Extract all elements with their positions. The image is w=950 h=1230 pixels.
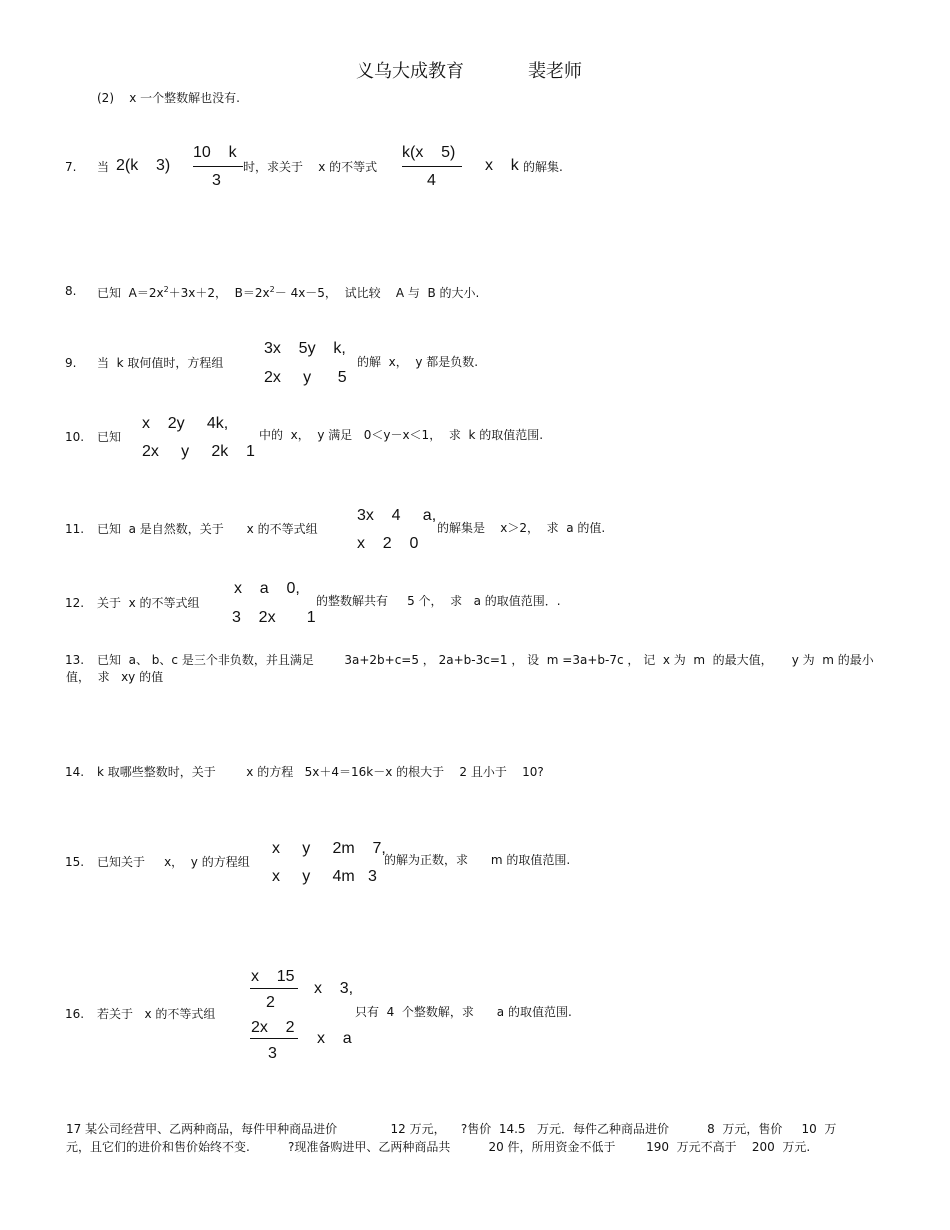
problem-7-fraction-1-bar <box>193 166 243 167</box>
problem-7-text-3: 的解集. <box>523 160 563 174</box>
problem-10-text-2: 中的 x， y 满足 0＜y－x＜1， 求 k 的取值范围. <box>259 428 544 442</box>
problem-16-text-2: 只有 4 个整数解，求 a 的取值范围. <box>355 1005 572 1019</box>
problem-8-text-part-3: － 4x－5， 试比较 A 与 B 的大小. <box>274 286 480 300</box>
problem-13-line-2: 值， 求 xy 的值 <box>66 670 164 684</box>
problem-11-equation-1: 3x 4 a, <box>357 507 437 524</box>
problem-16-fraction-2-denominator: 3 <box>268 1045 277 1062</box>
problem-10-equation-2: 2x y 2k 1 <box>142 443 255 460</box>
problem-16-fraction-1-numerator: x 15 <box>251 968 295 985</box>
problem-7-fraction-2-denominator: 4 <box>427 172 436 189</box>
problem-16-number: 16. <box>65 1007 85 1021</box>
problem-8-number: 8. <box>65 284 77 298</box>
problem-7-fraction-2-numerator: k(x 5) <box>402 144 456 161</box>
problem-8-text-part-2: ＋3x＋2， B＝2x <box>168 286 270 300</box>
problem-7-text-1: 当 <box>97 160 110 174</box>
problem-15-text-1: 已知关于 x， y 的方程组 <box>97 855 250 869</box>
problem-13-number: 13. <box>65 653 85 667</box>
problem-16-inequality-1-rhs: x 3, <box>314 980 354 997</box>
problem-7-text-2: 时，求关于 x 的不等式 <box>243 160 378 174</box>
problem-9-text-1: 当 k 取何值时，方程组 <box>97 356 224 370</box>
problem-7-lhs: 2(k 3) <box>116 157 171 174</box>
problem-15-equation-2: x y 4m 3 <box>272 868 377 885</box>
problem-9-number: 9. <box>65 356 77 370</box>
problem-12-equation-2: 3 2x 1 <box>232 609 316 626</box>
problem-17-line-2: 元，且它们的进价和售价始终不变. ?现准备购进甲、乙两种商品共 20 件，所用资金不低于 190 万元不高于 200 万元. <box>66 1140 811 1154</box>
problem-10-equation-1: x 2y 4k, <box>142 415 229 432</box>
problem-12-equation-1: x a 0, <box>234 580 300 597</box>
problem-15-number: 15. <box>65 855 85 869</box>
problem-8-superscript-1: 2 <box>163 285 169 294</box>
problem-8-text <box>97 283 479 300</box>
problem-14-number: 14. <box>65 765 85 779</box>
problem-10-text-1: 已知 <box>97 430 122 444</box>
problem-17-line-1: 17 某公司经营甲、乙两种商品，每件甲种商品进价 12 万元， ?售价 14.5 万元．每件乙种商品进价 8 万元，售价 10 万 <box>66 1122 837 1136</box>
problem-14-text: k 取哪些整数时，关于 x 的方程 5x＋4＝16k－x 的根大于 2 且小于 10? <box>97 765 544 779</box>
problem-16-fraction-2-bar <box>250 1038 298 1039</box>
problem-7-number: 7. <box>65 160 77 174</box>
problem-12-text-1: 关于 x 的不等式组 <box>97 596 200 610</box>
problem-9-equation-1: 3x 5y k, <box>264 340 346 357</box>
problem-16-fraction-1-denominator: 2 <box>266 994 275 1011</box>
problem-11-number: 11. <box>65 522 85 536</box>
problem-11-text-2: 的解集是 x＞2， 求 a 的值. <box>437 521 606 535</box>
problem-9-equation-2: 2x y 5 <box>264 369 347 386</box>
problem-13-line-1: 已知 a、 b、c 是三个非负数，并且满足 3a+2b+c=5 ， 2a+b-3c=1 ， 设 m =3a+b-7c ， 记 x 为 m 的最大值， y 为 m 的最小 <box>97 653 874 667</box>
problem-6-part-2: (2) x 一个整数解也没有. <box>97 91 240 105</box>
problem-7-fraction-1-numerator: 10 k <box>193 144 237 161</box>
problem-16-fraction-1-bar <box>250 988 298 989</box>
problem-8-text-part-1: 已知 A＝2x <box>97 286 164 300</box>
problem-15-text-2: 的解为正数，求 m 的取值范围. <box>384 853 571 867</box>
problem-7-fraction-1-denominator: 3 <box>212 172 221 189</box>
problem-16-text-1: 若关于 x 的不等式组 <box>97 1007 216 1021</box>
header-school: 义乌大成教育 <box>356 61 464 82</box>
problem-16-inequality-2-rhs: x a <box>317 1030 352 1047</box>
problem-12-number: 12. <box>65 596 85 610</box>
problem-7-rhs: x k <box>485 157 519 174</box>
header-teacher: 裴老师 <box>528 61 582 82</box>
problem-16-fraction-2-numerator: 2x 2 <box>251 1019 295 1036</box>
problem-9-text-2: 的解 x， y 都是负数. <box>357 355 479 369</box>
problem-11-text-1: 已知 a 是自然数，关于 x 的不等式组 <box>97 522 318 536</box>
problem-8-superscript-2: 2 <box>269 285 275 294</box>
problem-10-number: 10. <box>65 430 85 444</box>
problem-12-text-2: 的整数解共有 5 个， 求 a 的取值范围．. <box>316 594 561 608</box>
problem-11-equation-2: x 2 0 <box>357 535 419 552</box>
problem-15-equation-1: x y 2m 7, <box>272 840 386 857</box>
problem-7-fraction-2-bar <box>402 166 462 167</box>
